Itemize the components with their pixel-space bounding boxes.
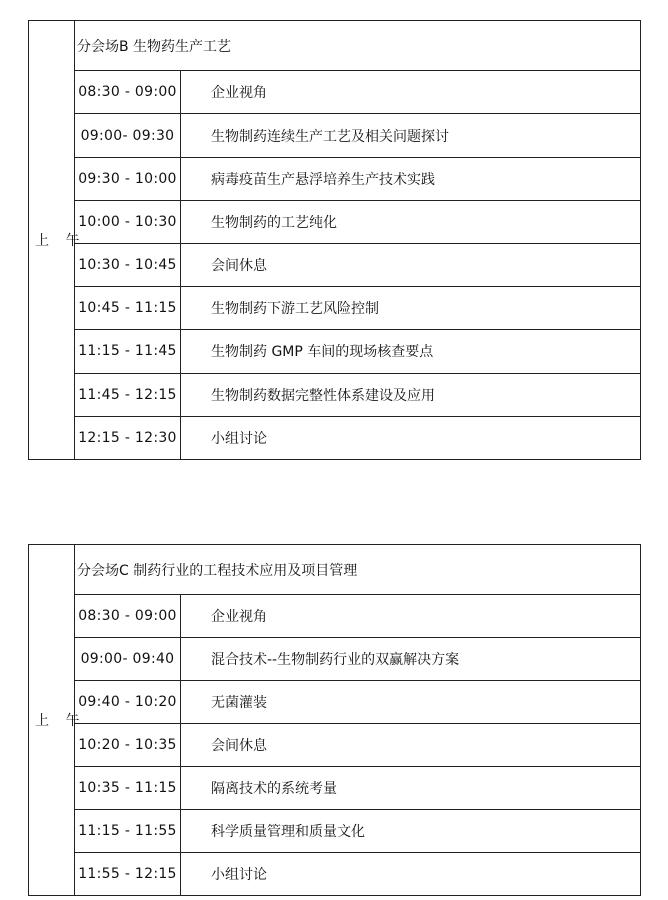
topic-cell: 生物制药下游工艺风险控制 — [181, 287, 641, 330]
time-cell: 11:15 - 11:55 — [75, 810, 181, 853]
topic-cell: 病毒疫苗生产悬浮培养生产技术实践 — [181, 157, 641, 200]
time-cell: 11:45 - 12:15 — [75, 373, 181, 416]
session-title: 分会场B 生物药生产工艺 — [75, 21, 641, 71]
table-row — [29, 638, 641, 681]
time-cell: 12:15 - 12:30 — [75, 416, 181, 459]
table-row — [29, 595, 641, 638]
topic-cell: 小组讨论 — [181, 416, 641, 459]
table-row — [29, 71, 641, 114]
topic-cell: 隔离技术的系统考量 — [181, 767, 641, 810]
topic-cell: 生物制药连续生产工艺及相关问题探讨 — [181, 114, 641, 157]
time-cell: 09:00- 09:40 — [75, 638, 181, 681]
table-row — [29, 853, 641, 896]
topic-cell: 科学质量管理和质量文化 — [181, 810, 641, 853]
table-row — [29, 114, 641, 157]
table-row — [29, 157, 641, 200]
topic-cell: 会间休息 — [181, 724, 641, 767]
table-row — [29, 200, 641, 243]
table-row — [29, 287, 641, 330]
time-cell: 10:45 - 11:15 — [75, 287, 181, 330]
time-cell: 11:55 - 12:15 — [75, 853, 181, 896]
table-row — [29, 373, 641, 416]
topic-cell: 无菌灌装 — [181, 681, 641, 724]
time-cell: 09:30 - 10:00 — [75, 157, 181, 200]
period-label: 上 午 — [29, 545, 75, 896]
time-cell: 10:00 - 10:30 — [75, 200, 181, 243]
time-cell: 10:30 - 10:45 — [75, 243, 181, 286]
topic-cell: 企业视角 — [181, 595, 641, 638]
time-cell: 10:35 - 11:15 — [75, 767, 181, 810]
period-label: 上 午 — [29, 21, 75, 460]
table-row — [29, 810, 641, 853]
table-row — [29, 330, 641, 373]
time-cell: 09:00- 09:30 — [75, 114, 181, 157]
time-cell: 08:30 - 09:00 — [75, 595, 181, 638]
table-row — [29, 681, 641, 724]
session-title: 分会场C 制药行业的工程技术应用及项目管理 — [75, 545, 641, 595]
schedule-table-b — [28, 20, 641, 460]
table-row — [29, 243, 641, 286]
time-cell: 11:15 - 11:45 — [75, 330, 181, 373]
topic-cell: 生物制药数据完整性体系建设及应用 — [181, 373, 641, 416]
topic-cell: 混合技术--生物制药行业的双赢解决方案 — [181, 638, 641, 681]
time-cell: 09:40 - 10:20 — [75, 681, 181, 724]
topic-cell: 生物制药 GMP 车间的现场核查要点 — [181, 330, 641, 373]
schedule-table-c — [28, 544, 641, 896]
time-cell: 08:30 - 09:00 — [75, 71, 181, 114]
topic-cell: 小组讨论 — [181, 853, 641, 896]
table-row — [29, 416, 641, 459]
topic-cell: 会间休息 — [181, 243, 641, 286]
time-cell: 10:20 - 10:35 — [75, 724, 181, 767]
table-row — [29, 767, 641, 810]
topic-cell: 企业视角 — [181, 71, 641, 114]
table-row — [29, 724, 641, 767]
topic-cell: 生物制药的工艺纯化 — [181, 200, 641, 243]
